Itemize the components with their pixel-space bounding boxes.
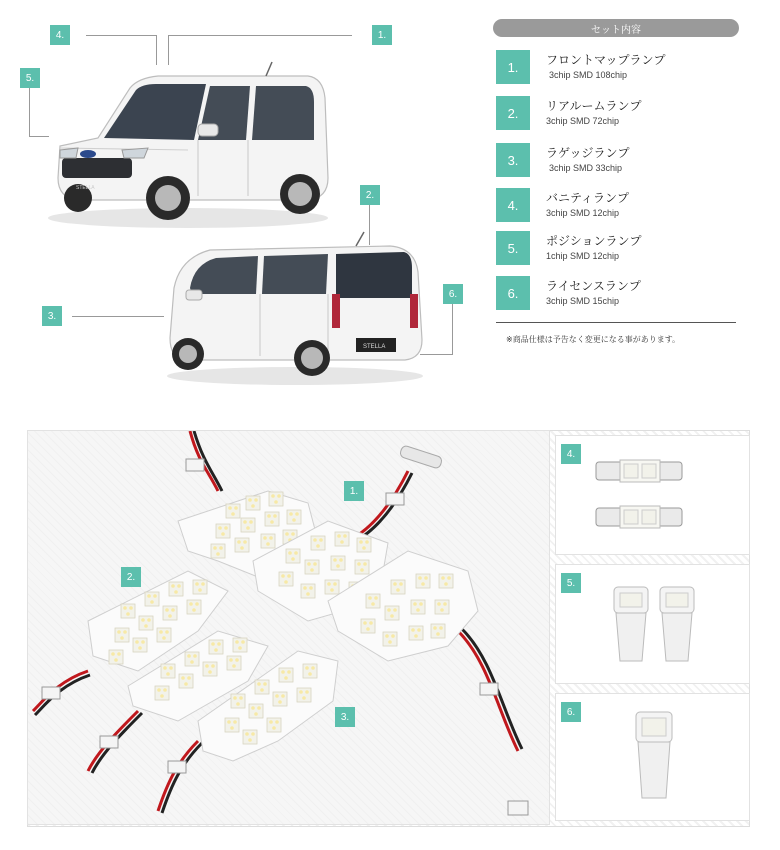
photo-label-6: 6.: [561, 702, 581, 722]
spec-item: [496, 276, 736, 312]
leader-line: [86, 35, 156, 36]
position-lamp-photo: [555, 564, 750, 684]
spec-divider: [496, 322, 736, 323]
spec-detail: 3chip SMD 12chip: [546, 208, 620, 218]
leader-line: [29, 88, 30, 136]
spec-name: ラゲッジランプ: [546, 146, 630, 160]
spec-number: 2.: [496, 96, 530, 130]
spec-header: セット内容: [493, 19, 739, 37]
leader-line: [452, 304, 453, 354]
spec-item: [496, 50, 736, 86]
callout-4: 4.: [50, 25, 70, 45]
spec-detail: 3chip SMD 108chip: [549, 70, 628, 80]
spec-number: 1.: [496, 50, 530, 84]
spec-name: バニティランプ: [546, 191, 630, 205]
spec-detail: 3chip SMD 72chip: [546, 116, 620, 126]
spec-name: ポジションランプ: [546, 234, 642, 248]
spec-detail: 1chip SMD 12chip: [546, 251, 620, 261]
spec-item: [496, 143, 736, 179]
car-rear-image: [160, 228, 430, 388]
spec-item: [496, 96, 736, 132]
callout-2: 2.: [360, 185, 380, 205]
spec-name: リアルームランプ: [546, 99, 642, 113]
main-product-photo: [27, 430, 550, 825]
car-rear-badge: STELLA: [363, 344, 386, 350]
vanity-lamp-photo: [555, 435, 750, 555]
photo-label-2: 2.: [121, 567, 141, 587]
callout-6: 6.: [443, 284, 463, 304]
position-lamp-image: [556, 565, 751, 685]
spec-detail: 3chip SMD 33chip: [549, 163, 623, 173]
photo-label-3: 3.: [335, 707, 355, 727]
license-lamp-photo: [555, 693, 750, 821]
photo-label-1: 1.: [344, 481, 364, 501]
photo-label-4: 4.: [561, 444, 581, 464]
spec-item: [496, 188, 736, 224]
car-badge: STELLA: [76, 185, 95, 191]
spec-number: 3.: [496, 143, 530, 177]
photo-label-5: 5.: [561, 573, 581, 593]
spec-number: 5.: [496, 231, 530, 265]
spec-name: ライセンスランプ: [546, 279, 641, 293]
callout-1: 1.: [372, 25, 392, 45]
car-front-image: [38, 58, 338, 233]
leader-line: [72, 316, 164, 317]
callout-5: 5.: [20, 68, 40, 88]
vanity-lamp-image: [556, 436, 751, 556]
spec-detail: 3chip SMD 15chip: [546, 296, 620, 306]
spec-number: 4.: [496, 188, 530, 222]
spec-name: フロントマップランプ: [546, 53, 666, 67]
spec-item: [496, 231, 736, 267]
license-lamp-image: [556, 694, 751, 822]
spec-note: ※商品仕様は予告なく変更になる事があります。: [506, 335, 681, 344]
callout-3: 3.: [42, 306, 62, 326]
led-panels-image: [28, 431, 551, 826]
spec-number: 6.: [496, 276, 530, 310]
leader-line: [168, 35, 352, 36]
